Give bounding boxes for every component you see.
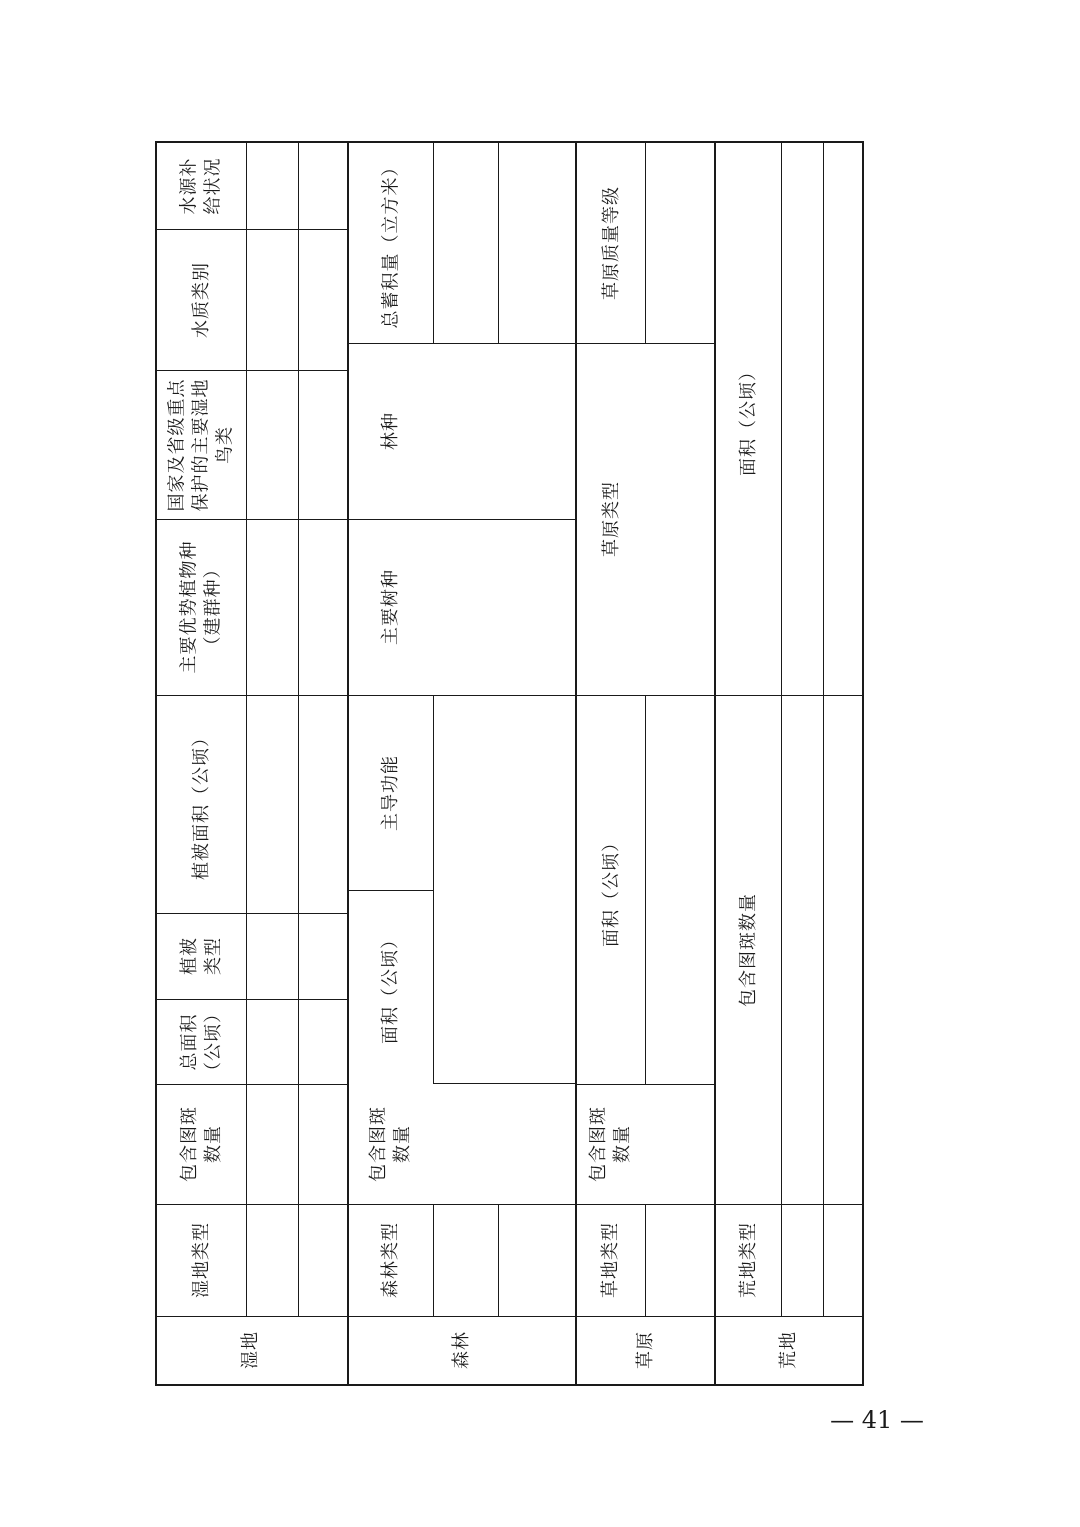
header-grassland-grass-type: 草原类型 [601,481,622,557]
page-number: — 41 — [830,1406,924,1434]
header-wetland-patch-count: 包含图斑 数量 [178,1106,224,1182]
header-forest-species: 林种 [380,412,401,450]
header-wetland-veg-area: 植被面积（公顷） [190,728,212,880]
header-wasteland-type: 荒地类型 [737,1222,759,1298]
header-grassland-patch-count: 包含图斑 数量 [588,1106,633,1182]
header-forest-stock-volume: 总蓄积量（立方米） [380,157,401,329]
header-forest-type: 森林类型 [380,1222,401,1298]
section-label-wasteland: 荒地 [778,1331,799,1369]
section-label-grassland: 草原 [634,1331,656,1369]
header-wasteland-patch-count: 包含图斑数量 [737,892,759,1007]
header-forest-main-tree: 主要树种 [380,569,401,645]
header-wetland-dominant-plants: 主要优势植物种 （建群种） [178,540,224,674]
header-wetland-total-area: 总面积 （公顷） [178,1003,224,1080]
header-forest-area: 面积（公顷） [380,930,401,1044]
header-forest-main-function: 主导功能 [380,754,401,831]
header-wetland-water-quality: 水质类别 [190,261,212,338]
header-forest-patch-count: 包含图斑 数量 [368,1106,413,1182]
header-grassland-area: 面积（公顷） [601,832,622,947]
section-label-forest: 森林 [451,1331,472,1369]
header-wetland-type: 湿地类型 [190,1222,212,1298]
header-grassland-type: 草地类型 [600,1222,621,1298]
header-wetland-water-supply: 水源补 给状况 [178,157,224,215]
header-wasteland-area: 面积（公顷） [737,362,759,476]
section-label-wetland: 湿地 [240,1331,261,1369]
header-grassland-quality-grade: 草原质量等级 [601,186,622,300]
header-wetland-veg-type: 植被 类型 [178,937,224,975]
header-wetland-birds: 国家及省级重点 保护的主要湿地 鸟类 [166,378,236,511]
